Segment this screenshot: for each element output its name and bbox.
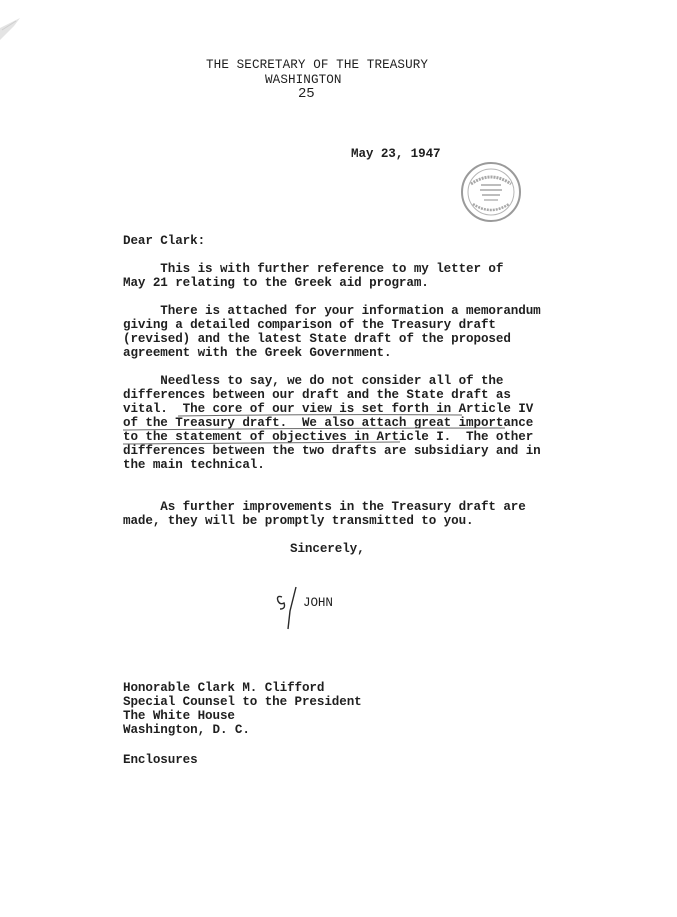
paragraph-2-line-2: giving a detailed comparison of the Treasury draft [123,318,496,332]
paragraph-3-line-1: Needless to say, we do not consider all of the [123,374,504,388]
salutation: Dear Clark: [123,234,206,248]
closing: Sincerely, [290,542,365,556]
letter-date: May 23, 1947 [351,147,441,161]
paragraph-4-line-2: made, they will be promptly transmitted to you. [123,514,474,528]
typed-signature-name: JOHN [303,596,333,610]
letterhead-title: THE SECRETARY OF THE TREASURY [206,58,429,72]
addressee-line-4: Washington, D. C. [123,723,250,737]
paragraph-3-line-5: to the statement of objectives in Article I. The other [123,430,534,444]
enclosures-note: Enclosures [123,753,198,767]
paragraph-3-line-7: the main technical. [123,458,265,472]
addressee-line-3: The White House [123,709,235,723]
letterhead-city: WASHINGTON [265,73,342,87]
paragraph-2-line-3: (revised) and the latest State draft of the proposed [123,332,511,346]
paragraph-3-line-6: differences between the two drafts are subsidiary and in [123,444,541,458]
paragraph-4-line-1: As further improvements in the Treasury draft are [123,500,526,514]
paragraph-2-line-4: agreement with the Greek Government. [123,346,392,360]
paragraph-3-line-4: of the Treasury draft. We also attach great importance [123,416,534,430]
paragraph-3-line-2: differences between our draft and the State draft as [123,388,511,402]
page-mark: 25 [298,86,315,102]
paragraph-1-line-1: This is with further reference to my letter of [123,262,504,276]
addressee-line-2: Special Counsel to the President [123,695,362,709]
paragraph-2-line-1: There is attached for your information a memorandum [123,304,541,318]
addressee-line-1: Honorable Clark M. Clifford [123,681,325,695]
paragraph-1-line-2: May 21 relating to the Greek aid program. [123,276,429,290]
paragraph-3-line-3: vital. The core of our view is set forth in Article IV [123,402,534,416]
